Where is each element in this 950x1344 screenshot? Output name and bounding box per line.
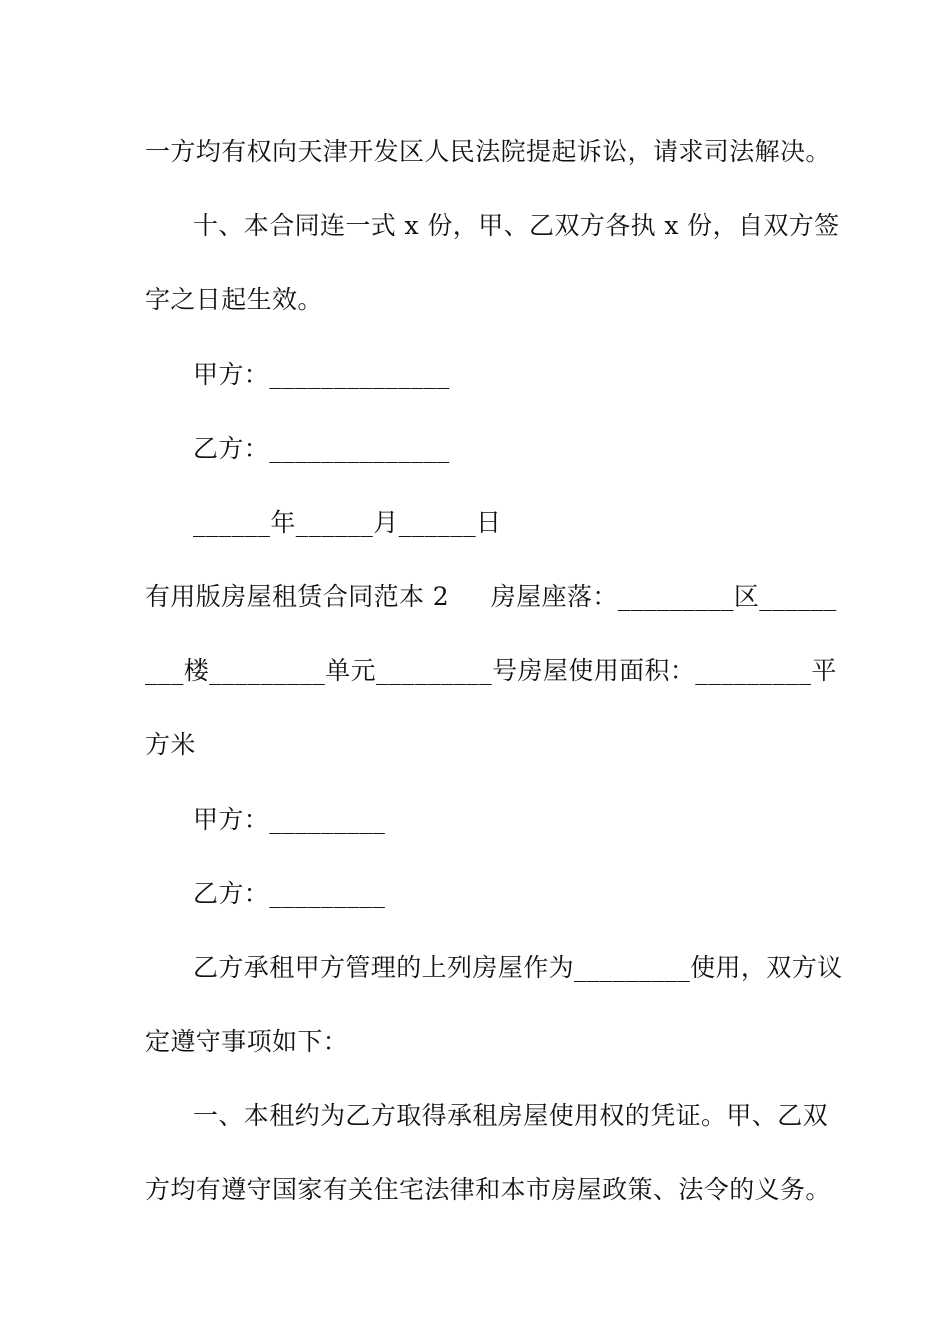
text-line-clause-ten: 十、本合同连一式 x 份，甲、乙双方各执 x 份，自双方签	[193, 211, 840, 240]
text-line-litigation-clause: 一方均有权向天津开发区人民法院提起诉讼，请求司法解决。	[145, 137, 831, 166]
text-line-usage-purpose: 乙方承租甲方管理的上列房屋作为_________使用，双方议	[193, 953, 843, 982]
party-a-line: 甲方：_________	[193, 805, 386, 834]
party-a-signature-line: 甲方：______________	[193, 360, 450, 389]
text-line-effective-date: 字之日起生效。	[145, 285, 323, 314]
contract-title-and-location: 有用版房屋租赁合同范本 2 房屋座落：_________区______	[145, 582, 837, 611]
text-line-terms-intro: 定遵守事项如下：	[145, 1027, 349, 1056]
date-line: ______年______月______日	[193, 508, 502, 537]
party-b-signature-line: 乙方：______________	[193, 434, 450, 463]
text-line-unit-area: ___楼_________单元_________号房屋使用面积：_________平	[145, 656, 837, 685]
text-line-square-meters: 方米	[145, 730, 196, 759]
text-line-clause-one-cont: 方均有遵守国家有关住宅法律和本市房屋政策、法令的义务。	[145, 1175, 831, 1204]
text-line-clause-one: 一、本租约为乙方取得承租房屋使用权的凭证。甲、乙双	[193, 1101, 829, 1130]
party-b-line: 乙方：_________	[193, 879, 386, 908]
